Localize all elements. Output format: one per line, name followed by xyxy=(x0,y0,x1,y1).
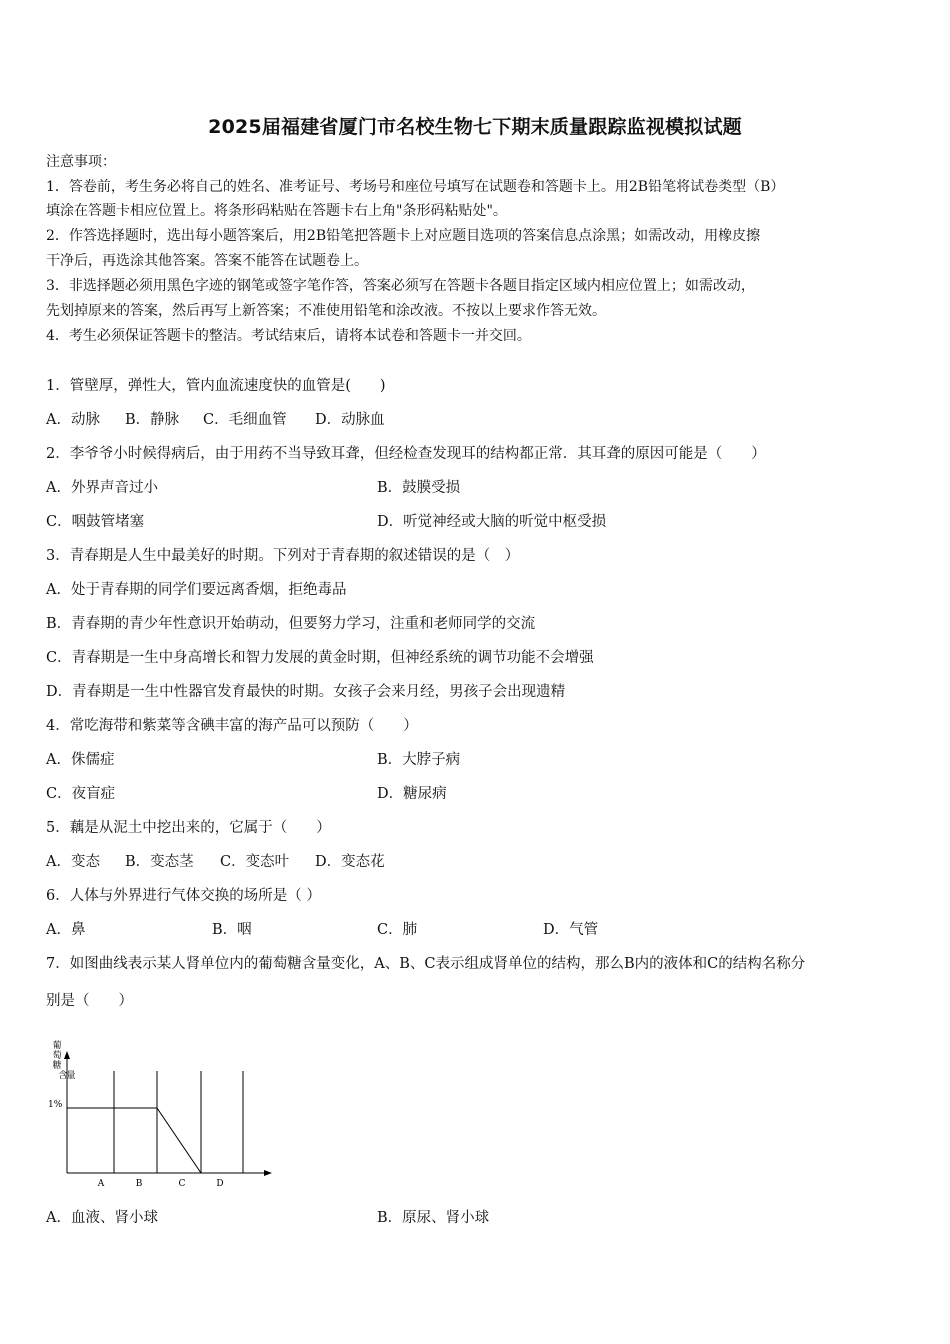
q5-option-a: A．变态 xyxy=(46,854,100,870)
y-tick-label: 1% xyxy=(48,1100,63,1110)
question-5-stem: 5．藕是从泥土中挖出来的，它属于（ ） xyxy=(46,820,331,836)
y-axis-arrow xyxy=(64,1051,70,1059)
glucose-curve xyxy=(67,1108,201,1173)
question-1-stem: 1．管壁厚，弹性大，管内血流速度快的血管是( ) xyxy=(46,378,386,394)
question-4-stem: 4．常吃海带和紫菜等含碘丰富的海产品可以预防（ ） xyxy=(46,718,418,734)
notice-line-1: 1．答卷前，考生务必将自己的姓名、准考证号、考场号和座位号填写在试题卷和答题卡上。用2B铅笔将试卷类型（B） xyxy=(46,179,785,195)
q1-option-c: C．毛细血管 xyxy=(203,412,287,428)
question-7-stem-line-1: 7．如图曲线表示某人肾单位内的葡萄糖含量变化，A、B、C表示组成肾单位的结构，那么B内的液体和C的结构名称分 xyxy=(46,956,806,972)
q3-option-a: A．处于青春期的同学们要远离香烟，拒绝毒品 xyxy=(46,582,347,598)
q2-option-b: B．鼓膜受损 xyxy=(377,480,461,496)
notice-line-4: 干净后，再选涂其他答案。答案不能答在试题卷上。 xyxy=(46,253,368,269)
x-axis-arrow xyxy=(264,1170,272,1176)
x-label-c: C xyxy=(178,1179,186,1189)
q6-option-c: C．肺 xyxy=(377,922,418,938)
q4-option-c: C．夜盲症 xyxy=(46,786,116,802)
q2-option-a: A．外界声音过小 xyxy=(46,480,158,496)
notice-heading: 注意事项： xyxy=(46,154,116,170)
glucose-curve-figure xyxy=(40,1035,280,1195)
q3-option-b: B．青春期的青少年性意识开始萌动，但要努力学习，注重和老师同学的交流 xyxy=(46,616,536,632)
q1-option-b: B．静脉 xyxy=(125,412,180,428)
question-3-stem: 3．青春期是人生中最美好的时期。下列对于青春期的叙述错误的是（ ） xyxy=(46,548,520,564)
q4-option-d: D．糖尿病 xyxy=(377,786,447,802)
notice-line-5: 3．非选择题必须用黑色字迹的钢笔或签字笔作答，答案必须写在答题卡各题目指定区域内相应位置上；如需改动， xyxy=(46,278,755,294)
q1-option-a: A．动脉 xyxy=(46,412,100,428)
q1-option-d: D．动脉血 xyxy=(315,412,385,428)
y-axis-label-char-4: 含 xyxy=(58,1071,68,1081)
q3-option-c: C．青春期是一生中身高增长和智力发展的黄金时期，但神经系统的调节功能不会增强 xyxy=(46,650,594,666)
q4-option-a: A．侏儒症 xyxy=(46,752,115,768)
notice-line-7: 4．考生必须保证答题卡的整洁。考试结束后，请将本试卷和答题卡一并交回。 xyxy=(46,328,531,344)
notice-line-6: 先划掉原来的答案，然后再写上新答案；不准使用铅笔和涂改液。不按以上要求作答无效。 xyxy=(46,303,606,319)
q6-option-b: B．咽 xyxy=(212,922,252,938)
q2-option-c: C．咽鼓管堵塞 xyxy=(46,514,145,530)
notice-line-2: 填涂在答题卡相应位置上。将条形码粘贴在答题卡右上角"条形码粘贴处"。 xyxy=(46,203,507,219)
x-label-a: A xyxy=(97,1179,105,1189)
y-axis-label-char-2: 萄 xyxy=(52,1051,62,1061)
q7-option-a: A．血液、肾小球 xyxy=(46,1210,158,1226)
q5-option-b: B．变态茎 xyxy=(125,854,194,870)
x-label-d: D xyxy=(216,1179,224,1189)
q5-option-d: D．变态花 xyxy=(315,854,385,870)
q2-option-d: D．听觉神经或大脑的听觉中枢受损 xyxy=(377,514,607,530)
q7-option-b: B．原尿、肾小球 xyxy=(377,1210,490,1226)
q5-option-c: C．变态叶 xyxy=(220,854,290,870)
y-axis-label-char-3: 糖 xyxy=(52,1061,62,1071)
question-6-stem: 6．人体与外界进行气体交换的场所是（ ） xyxy=(46,888,321,904)
page-title: 2025届福建省厦门市名校生物七下期末质量跟踪监视模拟试题 xyxy=(208,116,742,138)
q6-option-d: D．气管 xyxy=(543,922,599,938)
question-2-stem: 2．李爷爷小时候得病后，由于用药不当导致耳聋，但经检查发现耳的结构都正常．其耳聋的原因可能是（ ） xyxy=(46,446,766,462)
y-axis-label-char-1: 葡 xyxy=(52,1041,62,1051)
notice-line-3: 2．作答选择题时，选出每小题答案后，用2B铅笔把答题卡上对应题目选项的答案信息点涂黑；如需改动，用橡皮擦 xyxy=(46,228,761,244)
q4-option-b: B．大脖子病 xyxy=(377,752,461,768)
q3-option-d: D．青春期是一生中性器官发育最快的时期。女孩子会来月经，男孩子会出现遗精 xyxy=(46,684,566,700)
question-7-stem-line-2: 别是（ ） xyxy=(46,993,133,1009)
y-axis-label-char-5: 量 xyxy=(66,1071,76,1081)
q6-option-a: A．鼻 xyxy=(46,922,86,938)
x-label-b: B xyxy=(135,1179,143,1189)
